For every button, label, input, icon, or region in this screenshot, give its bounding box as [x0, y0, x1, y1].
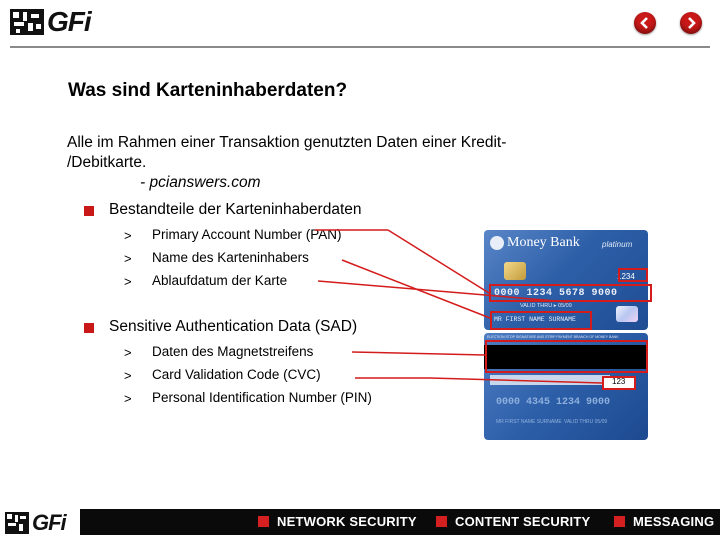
list-item-cardholder-name: Name des Karteninhabers — [152, 250, 309, 265]
card-valid-thru: VALID THRU ▸ 05/09 — [520, 303, 572, 309]
section-sad: Sensitive Authentication Data (SAD) — [109, 318, 358, 335]
sub-bullet-marker: > — [124, 368, 132, 383]
back-card-number: 0000 4345 1234 9000 — [496, 397, 611, 408]
card-number: 0000 1234 5678 9000 — [494, 288, 618, 299]
footer-logo-text: GFi — [32, 510, 66, 535]
list-item-expiry-date: Ablaufdatum der Karte — [152, 273, 288, 288]
bank-name: Money Bank — [507, 235, 580, 250]
back-valid-thru: VALID THRU 05/09 — [564, 419, 608, 425]
section-cardholder-data: Bestandteile der Karteninhaberdaten — [109, 201, 362, 218]
gfi-logo-icon — [5, 512, 29, 534]
card-tier: platinum — [602, 240, 633, 249]
footer-square-icon — [614, 516, 625, 527]
gfi-logo-text: GFi — [47, 6, 91, 37]
back-strip-text: ELECTION STOP SIGNATURE AND STRIP PAYMENT BRANCH OF MONEY BANK — [487, 335, 619, 339]
slide-title: Was sind Karteninhaberdaten? — [68, 80, 348, 101]
footer-link-content-security[interactable] — [436, 514, 590, 529]
cvc-connector-link — [430, 378, 602, 383]
intro-line-1: Alle im Rahmen einer Transaktion genutzten Daten einer Kredit- — [67, 134, 507, 151]
back-cardholder-name: MR FIRST NAME SURNAME — [496, 419, 562, 425]
list-item-magstripe: Daten des Magnetstreifens — [152, 344, 314, 359]
footer-link-network-security[interactable] — [258, 514, 417, 529]
list-item-cvc: Card Validation Code (CVC) — [152, 367, 321, 382]
sub-bullet-marker: > — [124, 345, 132, 360]
sub-bullet-marker: > — [124, 228, 132, 243]
intro-line-2: /Debitkarte. — [67, 154, 147, 171]
footer-gfi-logo — [5, 510, 66, 536]
footer-square-icon — [258, 516, 269, 527]
footer-label: MESSAGING — [633, 514, 715, 529]
card-cid: 1234 — [617, 272, 635, 281]
sub-bullet-marker: > — [124, 274, 132, 289]
footer-label: CONTENT SECURITY — [455, 514, 591, 529]
sub-bullet-marker: > — [124, 391, 132, 406]
footer-link-messaging[interactable] — [614, 514, 714, 529]
magstripe-connector — [352, 352, 485, 355]
source-citation: - pcianswers.com — [140, 174, 261, 191]
list-item-pan: Primary Account Number (PAN) — [152, 227, 342, 242]
sub-bullet-marker: > — [124, 251, 132, 266]
footer-label: NETWORK SECURITY — [277, 514, 417, 529]
footer-square-icon — [436, 516, 447, 527]
card-cvc: 123 — [612, 377, 626, 386]
cardholder-name: MR FIRST NAME SURNAME — [494, 316, 576, 323]
list-item-pin: Personal Identification Number (PIN) — [152, 390, 372, 405]
